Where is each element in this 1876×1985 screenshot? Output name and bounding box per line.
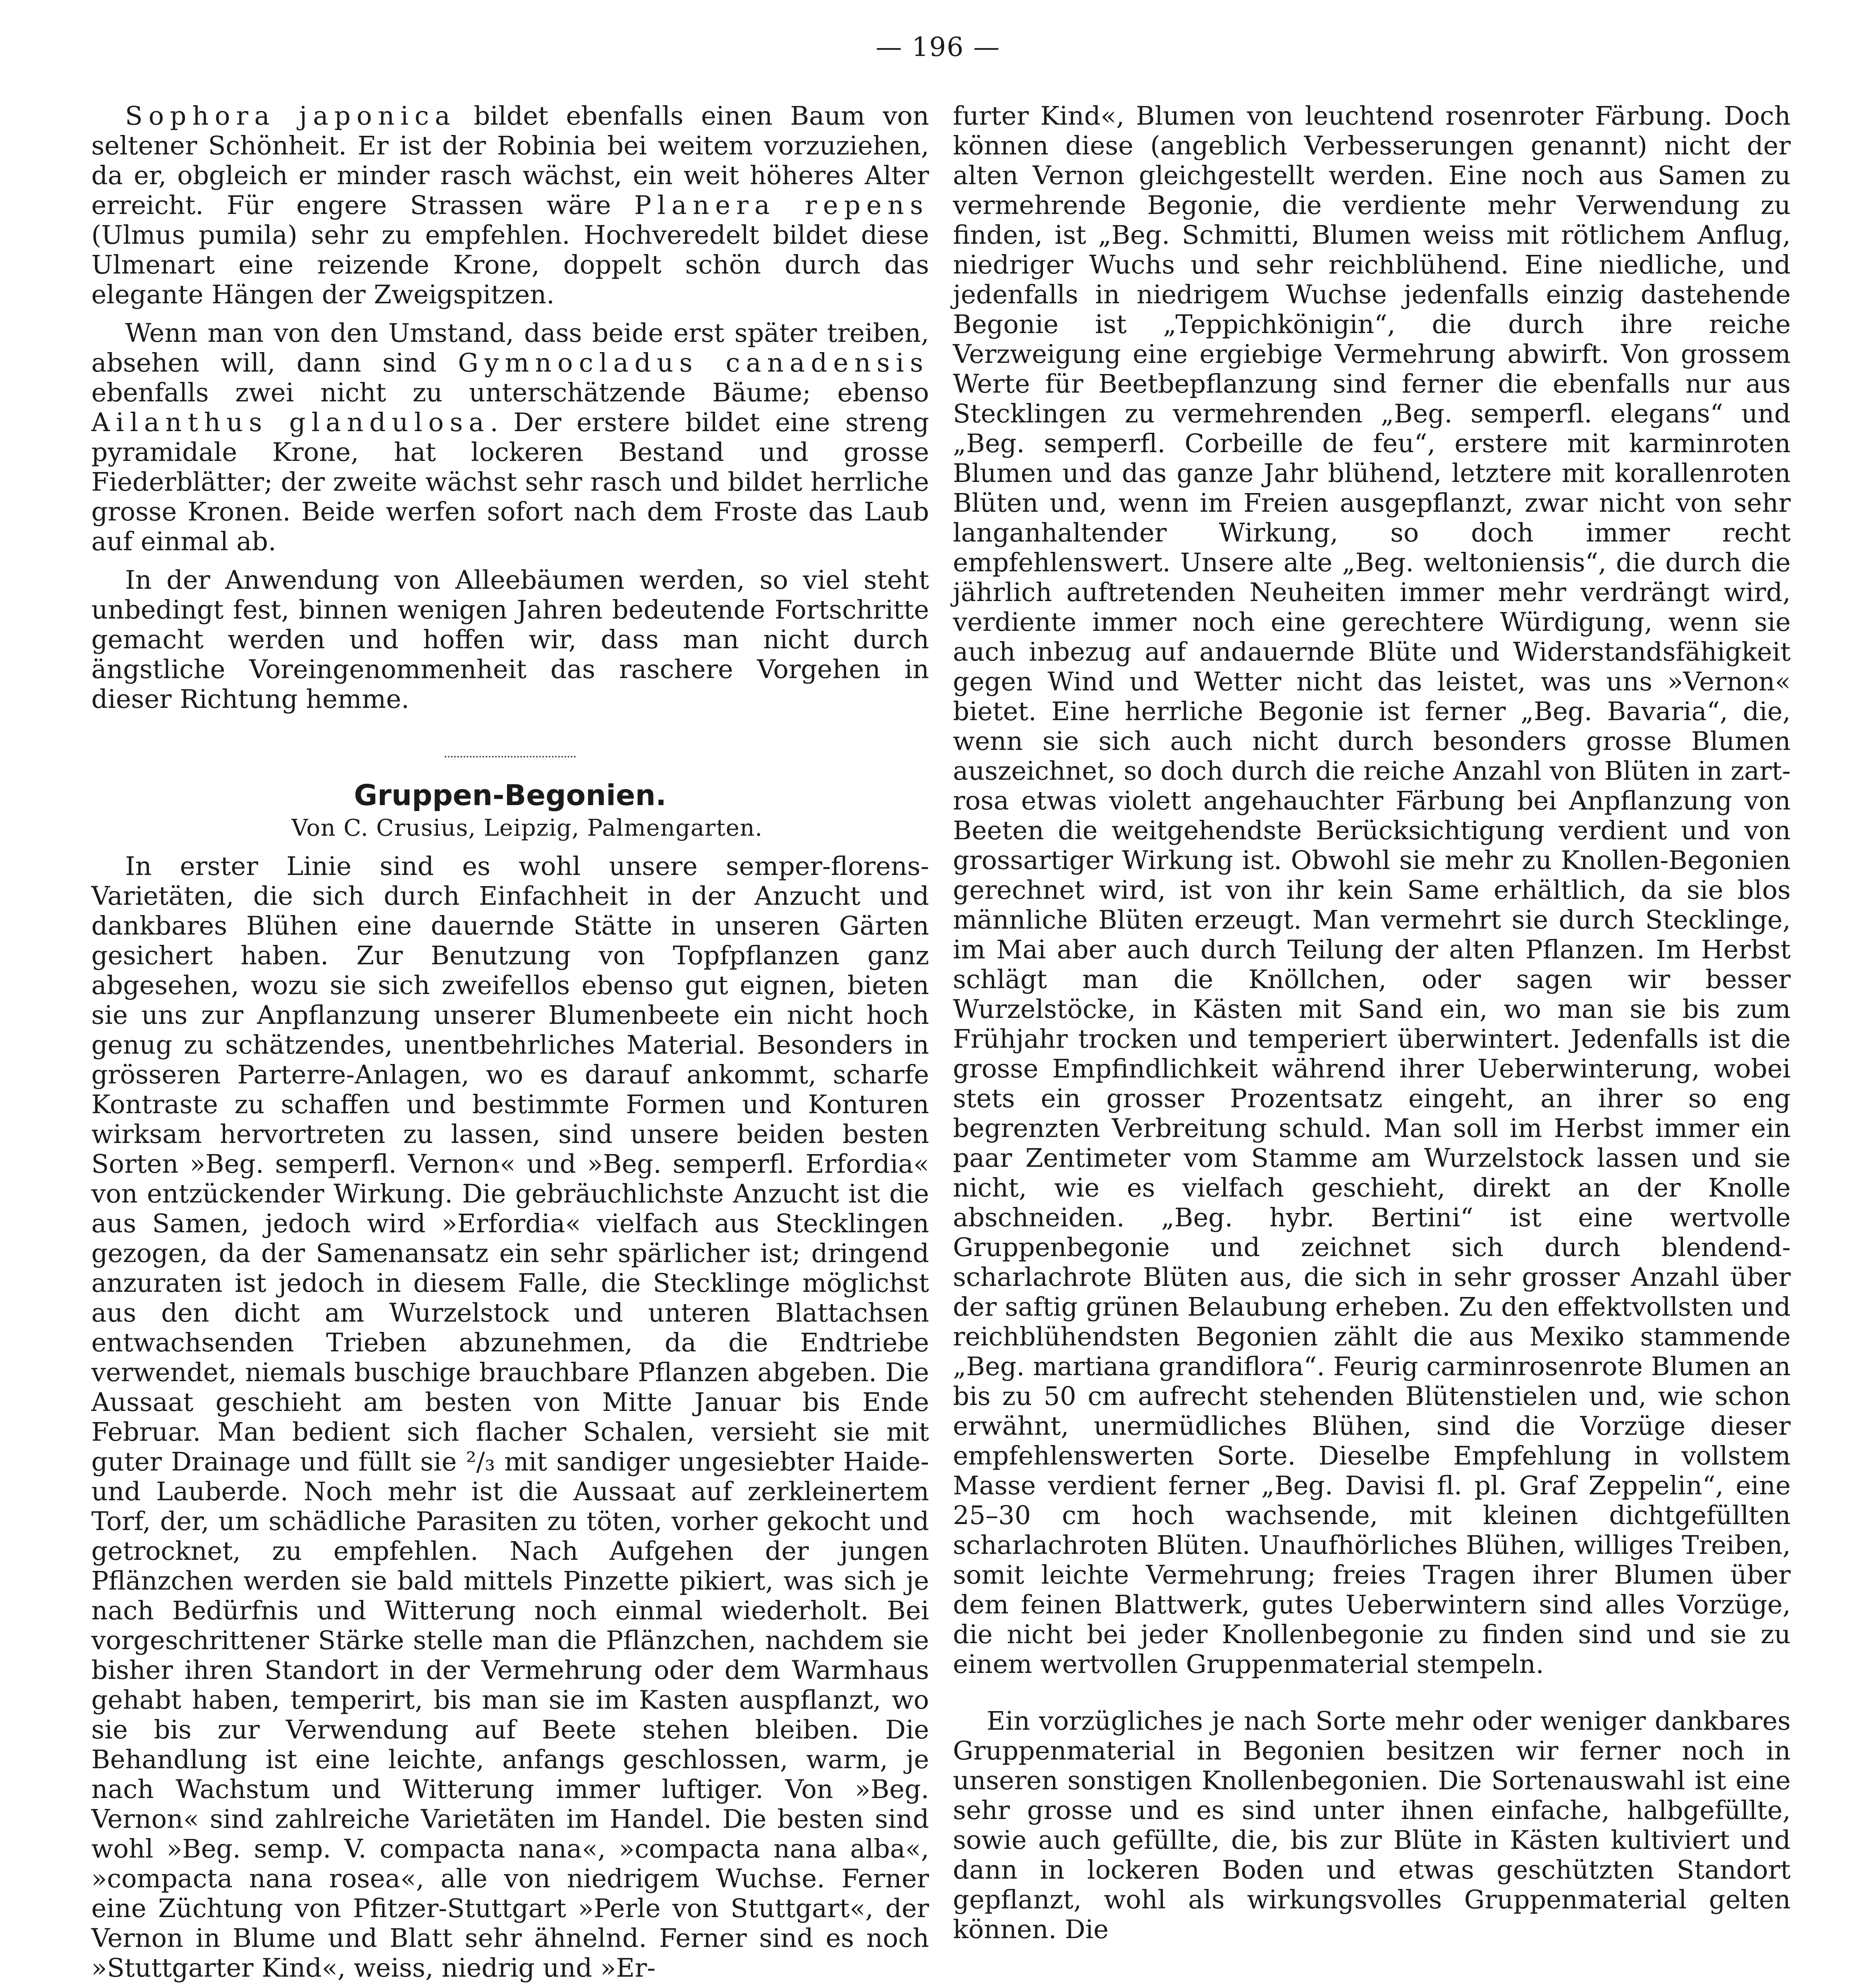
page-number: — 196 — bbox=[875, 32, 1001, 62]
paragraph-text: bildet ebenfalls einen Baum von seltener Schönheit. Er ist der Robinia bei weitem vorzuziehen, da er, obgleich er minder rasch wächst, ein weit höheres Alter erreicht. Für engere Strassen wäre bbox=[91, 101, 929, 220]
section-title: Gruppen-Begonien. bbox=[354, 779, 667, 812]
paragraph-text: ebenfalls zwei nicht zu unterschätzende Bäume; ebenso bbox=[91, 378, 929, 408]
paragraph-text: . Der erstere bildet eine streng pyramidale Krone, hat lockeren Bestand und grosse Fiederblätter; der zweite wächst sehr rasch und bildet herrliche grosse Kronen. Beide werfen sofort nach dem Froste das Laub auf einmal ab. bbox=[91, 408, 929, 557]
paragraph-knollenbegonien: Ein vorzügliches je nach Sorte mehr oder weniger dankbares Gruppenmaterial in Begonien besitzen wir ferner noch in unseren sonstigen Knollenbegonien. Die Sortenauswahl ist eine sehr grosse und es sind unter ihnen einfache, halbgefüllte, sowie auch gefüllte, die, bis zur Blüte in Kästen kultiviert und dann in lockeren Boden und etwas geschützten Standort gepflanzt, wohl als wirkungsvolles Gruppenmaterial gelten können. Die bbox=[953, 1706, 1791, 1945]
paragraph-text: (Ulmus pumila) sehr zu empfehlen. Hochveredelt bildet diese Ulmenart eine reizende Krone, doppelt schön durch das elegante Hängen der Zweigspitzen. bbox=[91, 220, 929, 310]
species-name: Gymnocladus canadensis bbox=[458, 348, 929, 378]
author-byline: Von C. Crusius, Leipzig, Palmengarten. bbox=[291, 814, 763, 841]
paragraph-semperflorens: In erster Linie sind es wohl unsere semper-florens-Varietäten, die sich durch Einfachheit in der Anzucht und dankbares Blühen eine dauernde Stätte in unseren Gärten gesichert haben. Zur Benutzung von Topfpflanzen ganz abgesehen, wozu sie sich zweifellos ebenso gut eignen, bieten sie uns zur Anpflanzung unserer Blumenbeete ein nicht hoch genug zu schätzendes, unentbehrliches Material. Besonders in grösseren Parterre-Anlagen, wo es darauf ankommt, scharfe Kontraste zu schaffen und bestimmte Formen und Konturen wirksam hervortreten zu lassen, sind unsere beiden besten Sorten »Beg. semperfl. Vernon« und »Beg. semperfl. Erfordia« von entzückender Wirkung. Die gebräuchlichste Anzucht ist die aus Samen, jedoch wird »Erfordia« vielfach aus Stecklingen gezogen, da der Samenansatz ein sehr spärlicher ist; dringend anzuraten ist jedoch in diesem Falle, die Stecklinge möglichst aus den dicht am Wurzelstock und unteren Blattachsen entwachsenden Trieben abzunehmen, da die Endtriebe verwendet, niemals buschige brauchbare Pflanzen abgeben. Die Aussaat geschieht am besten von Mitte Januar bis Ende Februar. Man bedient sich flacher Schalen, versieht sie mit guter Drainage und füllt sie ²/₃ mit sandiger ungesiebter Haide- und Lauberde. Noch mehr ist die Aussaat auf zerkleinertem Torf, der, um schädliche Parasiten zu töten, vorher gekocht und getrocknet, zu empfehlen. Nach Aufgehen der jungen Pflänzchen werden sie bald mittels Pinzette pikiert, was sich je nach Bedürfnis und Witterung noch einmal wiederholt. Bei vorgeschrittener Stärke stelle man die Pflänzchen, nachdem sie bisher ihren Standort in der Vermehrung oder dem Warmhaus gehabt haben, temperirt, bis man sie im Kasten auspflanzt, wo sie bis zur Verwendung auf Beete stehen bleiben. Die Behandlung ist eine leichte, anfangs geschlossen, warm, je nach Wachstum und Witterung immer luftiger. Von »Beg. Vernon« sind zahlreiche Varietäten im Handel. Die besten sind wohl »Beg. semp. V. compacta nana«, »compacta nana alba«, »compacta nana rosea«, alle von niedrigem Wuchse. Ferner eine Züchtung von Pfitzer-Stuttgart »Perle von Stuttgart«, der Vernon in Blume und Blatt sehr ähnelnd. Ferner sind es noch »Stuttgarter Kind«, weiss, niedrig und »Er- bbox=[91, 852, 929, 1983]
left-column bbox=[91, 101, 929, 1983]
species-name: Ailanthus glandulosa bbox=[91, 408, 490, 437]
paragraph-continued: furter Kind«, Blumen von leuchtend rosenroter Färbung. Doch können diese (angeblich Verbesserungen genannt) nicht der alten Vernon gleichgestellt werden. Eine noch aus Samen zu vermehrende Begonie, die verdiente mehr Verwendung zu finden, ist „Beg. Schmitti, Blumen weiss mit rötlichem Anflug, niedriger Wuchs und sehr reichblühend. Eine niedliche, und jedenfalls in niedrigem Wuchse jedenfalls einzig dastehende Begonie ist „Teppichkönigin“, die durch ihre reiche Verzweigung eine ergiebige Vermehrung abwirft. Von grossem Werte für Beetbepflanzung sind ferner die ebenfalls nur aus Stecklingen zu vermehrenden „Beg. semperfl. elegans“ und „Beg. semperfl. Corbeille de feu“, erstere mit karminroten Blumen und das ganze Jahr blühend, letztere mit korallenroten Blüten und, wenn im Freien ausgepflanzt, zwar nicht von sehr langanhaltender Wirkung, so doch immer recht empfehlenswert. Unsere alte „Beg. weltoniensis“, die durch die jährlich auftretenden Neuheiten immer mehr verdrängt wird, verdiente immer noch eine gerechtere Würdigung, wenn sie auch inbezug auf andauernde Blüte und Widerstandsfähigkeit gegen Wind und Wetter nicht das leistet, was uns »Vernon« bietet. Eine herrliche Begonie ist ferner „Beg. Bavaria“, die, wenn sie sich auch nicht durch besonders grosse Blumen auszeichnet, so doch durch die reiche Anzahl von Blüten in zart-rosa etwas violett angehauchter Färbung bei Anpflanzung von Beeten die weitgehendste Berücksichtigung verdient und von grossartiger Wirkung ist. Obwohl sie mehr zu Knollen-Begonien gerechnet wird, ist von ihr kein Same erhältlich, da sie blos männliche Blüten erzeugt. Man vermehrt sie durch Stecklinge, im Mai aber auch durch Teilung der alten Pflanzen. Im Herbst schlägt man die Knöllchen, oder sagen wir besser Wurzelstöcke, in Kästen mit Sand ein, wo man sie bis zum Frühjahr trocken und temperiert überwintert. Jedenfalls ist die grosse Empfindlichkeit während ihrer Ueberwinterung, wobei stets ein grosser Prozentsatz eingeht, an ihrer so eng begrenzten Verbreitung schuld. Man soll im Herbst immer ein paar Zentimeter vom Stamme am Wurzelstock lassen und sie nicht, wie es vielfach geschieht, direkt an der Knolle abschneiden. „Beg. hybr. Bertini“ ist eine wertvolle Gruppenbegonie und zeichnet sich durch blendend-scharlachrote Blüten aus, die sich in sehr grosser Anzahl über der saftig grünen Belaubung erheben. Zu den effektvollsten und reichblühendsten Begonien zählt die aus Mexiko stammende „Beg. martiana grandiflora“. Feurig carminrosenrote Blumen an bis zu 50 cm aufrecht stehenden Blütenstielen und, wie schon erwähnt, unermüdliches Blühen, sind die Vorzüge dieser empfehlenswerten Sorte. Dieselbe Empfehlung in vollstem Masse verdient ferner „Beg. Davisi fl. pl. Graf Zeppelin“, eine 25–30 cm hoch wachsende, mit kleinen dichtgefüllten scharlachroten Blüten. Unaufhörliches Blühen, williges Treiben, somit leichte Vermehrung; freies Tragen ihrer Blumen über dem feinen Blattwerk, gutes Ueberwintern sind alles Vorzüge, die nicht bei jeder Knollenbegonie zu finden sind und sie zu einem wertvollen Gruppenmaterial stempeln. bbox=[953, 101, 1791, 1679]
species-name: Planera repens bbox=[634, 191, 929, 220]
paragraph-text: Wenn man von den Umstand, dass beide erst später treiben, absehen will, dann sind bbox=[91, 318, 929, 378]
right-column bbox=[953, 101, 1791, 1945]
paragraph-alleebaeume: In der Anwendung von Alleebäumen werden, so viel steht unbedingt fest, binnen wenigen Jahren bedeutende Fortschritte gemacht werden und hoffen wir, dass man nicht durch ängstliche Voreingenommenheit das raschere Vorgehen in dieser Richtung hemme. bbox=[91, 565, 929, 714]
paragraph-gymnocladus bbox=[91, 318, 929, 557]
paragraph-sophora bbox=[91, 101, 929, 310]
section-divider bbox=[445, 756, 576, 757]
species-name: Sophora japonica bbox=[125, 101, 456, 131]
